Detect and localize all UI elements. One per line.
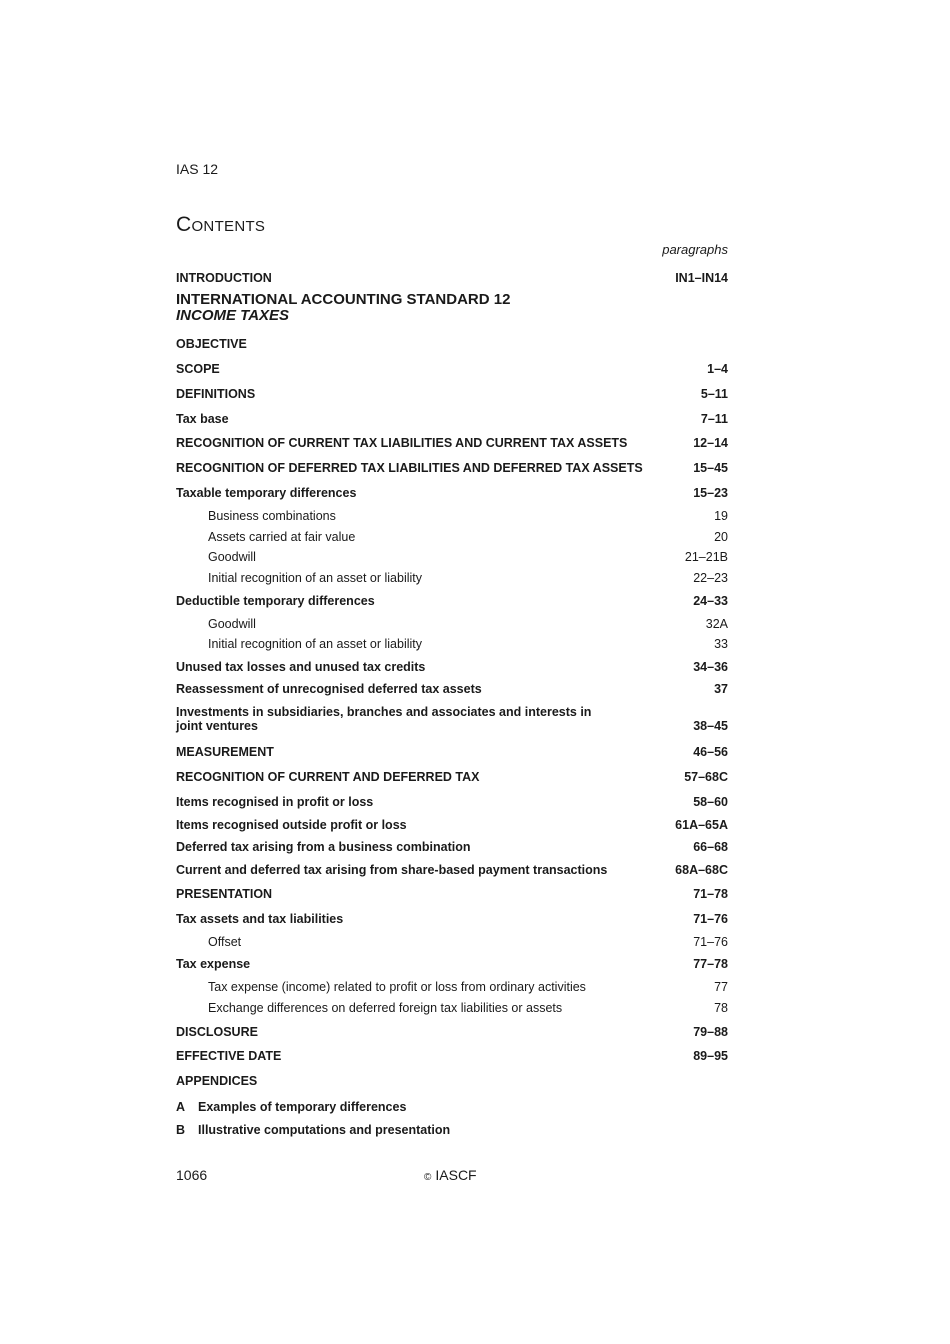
toc-entry-paragraphs: 24–33 <box>693 594 728 608</box>
toc-entry-paragraphs: 71–76 <box>693 912 728 926</box>
toc-subentry <box>208 637 728 651</box>
toc-entry-label: Items recognised outside profit or loss <box>176 818 407 832</box>
toc-subentry <box>208 1001 728 1015</box>
copyright-holder: IASCF <box>435 1167 477 1183</box>
toc-entry-label-continued: joint ventures <box>176 719 258 733</box>
toc-entry-label: Investments in subsidiaries, branches and associates and interests in <box>176 705 592 719</box>
toc-entry-label: INTRODUCTION <box>176 271 272 285</box>
toc-entry-paragraphs: 37 <box>714 682 728 696</box>
toc-entry-label: RECOGNITION OF CURRENT TAX LIABILITIES AND CURRENT TAX ASSETS <box>176 436 628 450</box>
toc-entry-paragraphs: 15–45 <box>693 461 728 475</box>
toc-entry-paragraphs: 38–45 <box>693 719 728 733</box>
standard-title <box>176 292 510 324</box>
toc-entry <box>176 660 728 674</box>
toc-entry-paragraphs: 33 <box>714 637 728 651</box>
toc-entry <box>176 594 728 608</box>
copyright-notice <box>424 1167 477 1183</box>
toc-entry-paragraphs: 7–11 <box>700 412 728 426</box>
toc-entry <box>176 1025 728 1039</box>
toc-entry <box>176 770 728 784</box>
toc-entry-label: DEFINITIONS <box>176 387 256 401</box>
standard-code: IAS 12 <box>176 161 219 177</box>
toc-entry-paragraphs: 1–4 <box>707 362 728 376</box>
toc-entry-paragraphs: 71–78 <box>693 887 728 901</box>
toc-entry-label: OBJECTIVE <box>176 337 247 351</box>
toc-entry-paragraphs: 77–78 <box>693 957 728 971</box>
toc-entry <box>176 461 728 475</box>
toc-entry-paragraphs: 89–95 <box>693 1049 728 1063</box>
toc-entry-paragraphs: 46–56 <box>693 745 728 759</box>
toc-subentry <box>208 571 728 585</box>
page-number: 1066 <box>176 1167 208 1183</box>
toc-entry <box>176 486 728 500</box>
contents-title <box>176 213 265 237</box>
appendix-label: Illustrative computations and presentation <box>198 1123 451 1137</box>
toc-entry-label: Assets carried at fair value <box>208 530 356 544</box>
contents-title-rest: ONTENTS <box>191 218 266 235</box>
toc-entry-label: Goodwill <box>208 617 256 631</box>
toc-entry <box>176 682 728 696</box>
toc-entry-paragraphs: IN1–IN14 <box>675 271 728 285</box>
toc-entry-label: Initial recognition of an asset or liability <box>208 637 423 651</box>
toc-entry-paragraphs: 22–23 <box>693 571 728 585</box>
toc-entry-paragraphs: 34–36 <box>693 660 728 674</box>
copyright-symbol: © <box>424 1172 432 1183</box>
toc-entry-paragraphs: 12–14 <box>693 436 728 450</box>
toc-entry-label: Deductible temporary differences <box>176 594 375 608</box>
toc-entry <box>176 387 728 401</box>
toc-subentry <box>208 550 728 564</box>
toc-entry-paragraphs: 57–68C <box>684 770 728 784</box>
toc-entry-label: MEASUREMENT <box>176 745 274 759</box>
toc-entry-introduction <box>176 271 728 285</box>
toc-entry-paragraphs: 78 <box>714 1001 728 1015</box>
standard-title-line2: INCOME TAXES <box>176 307 290 324</box>
toc-entry-label: PRESENTATION <box>176 887 273 901</box>
appendix-entry <box>176 1123 450 1137</box>
contents-title-cap: C <box>176 213 192 236</box>
toc-entry <box>176 337 728 351</box>
toc-entry-label: Reassessment of unrecognised deferred tax assets <box>176 682 482 696</box>
toc-subentry <box>208 617 728 631</box>
toc-entry-label: Tax base <box>176 412 229 426</box>
toc-entry-label: Offset <box>208 935 242 949</box>
toc-entry-label: Tax assets and tax liabilities <box>176 912 344 926</box>
toc-entry-paragraphs: 77 <box>714 980 728 994</box>
toc-entry-paragraphs: 32A <box>705 617 728 631</box>
toc-entry-label: SCOPE <box>176 362 220 376</box>
toc-entry <box>176 412 728 426</box>
toc-entry-paragraphs: 20 <box>714 530 728 544</box>
toc-entry-label: Tax expense (income) related to profit or loss from ordinary activities <box>208 980 586 994</box>
toc-entry-paragraphs: 61A–65A <box>675 818 728 832</box>
toc-entry <box>176 957 728 971</box>
toc-entry <box>176 1074 728 1088</box>
standard-title-line1: INTERNATIONAL ACCOUNTING STANDARD 12 <box>176 291 511 308</box>
toc-entry <box>176 436 728 450</box>
toc-entry-label: Goodwill <box>208 550 256 564</box>
toc-entry <box>176 863 728 877</box>
toc-entry-label: Business combinations <box>208 509 336 523</box>
toc-subentry <box>208 509 728 523</box>
toc-entry-paragraphs: 19 <box>714 509 728 523</box>
paragraphs-column-label: paragraphs <box>662 242 728 257</box>
toc-entry-paragraphs: 79–88 <box>693 1025 728 1039</box>
toc-entry-paragraphs: 21–21B <box>684 550 728 564</box>
appendix-label: Examples of temporary differences <box>198 1100 407 1114</box>
toc-subentry <box>208 935 728 949</box>
appendix-letter: A <box>176 1100 186 1114</box>
toc-entry-paragraphs: 5–11 <box>700 387 728 401</box>
appendix-letter: B <box>176 1123 186 1137</box>
toc-entry-label: RECOGNITION OF DEFERRED TAX LIABILITIES AND DEFERRED TAX ASSETS <box>176 461 643 475</box>
toc-entry-paragraphs: 68A–68C <box>675 863 728 877</box>
toc-entry <box>176 912 728 926</box>
toc-entry <box>176 840 728 854</box>
toc-entry-label: EFFECTIVE DATE <box>176 1049 282 1063</box>
toc-entry-label: Items recognised in profit or loss <box>176 795 374 809</box>
toc-entry-paragraphs: 15–23 <box>693 486 728 500</box>
toc-subentry <box>208 980 728 994</box>
toc-entry <box>176 1049 728 1063</box>
toc-entry-label: Exchange differences on deferred foreign tax liabilities or assets <box>208 1001 563 1015</box>
toc-entry-label: RECOGNITION OF CURRENT AND DEFERRED TAX <box>176 770 480 784</box>
toc-entry-label: Tax expense <box>176 957 251 971</box>
toc-entry <box>176 745 728 759</box>
toc-entry <box>176 705 728 733</box>
toc-entry-label: Initial recognition of an asset or liability <box>208 571 423 585</box>
toc-entry <box>176 887 728 901</box>
toc-entry-label: Current and deferred tax arising from share-based payment transactions <box>176 863 608 877</box>
toc-entry-paragraphs: 66–68 <box>693 840 728 854</box>
toc-entry-paragraphs: 58–60 <box>693 795 728 809</box>
toc-entry <box>176 362 728 376</box>
toc-entry-label: Taxable temporary differences <box>176 486 357 500</box>
appendix-entry <box>176 1100 406 1114</box>
toc-entry-label: Deferred tax arising from a business combination <box>176 840 471 854</box>
toc-entry-label: DISCLOSURE <box>176 1025 258 1039</box>
toc-entry-label: Unused tax losses and unused tax credits <box>176 660 426 674</box>
toc-entry <box>176 818 728 832</box>
toc-subentry <box>208 530 728 544</box>
toc-entry <box>176 795 728 809</box>
toc-entry-label: APPENDICES <box>176 1074 258 1088</box>
toc-entry-paragraphs: 71–76 <box>693 935 728 949</box>
